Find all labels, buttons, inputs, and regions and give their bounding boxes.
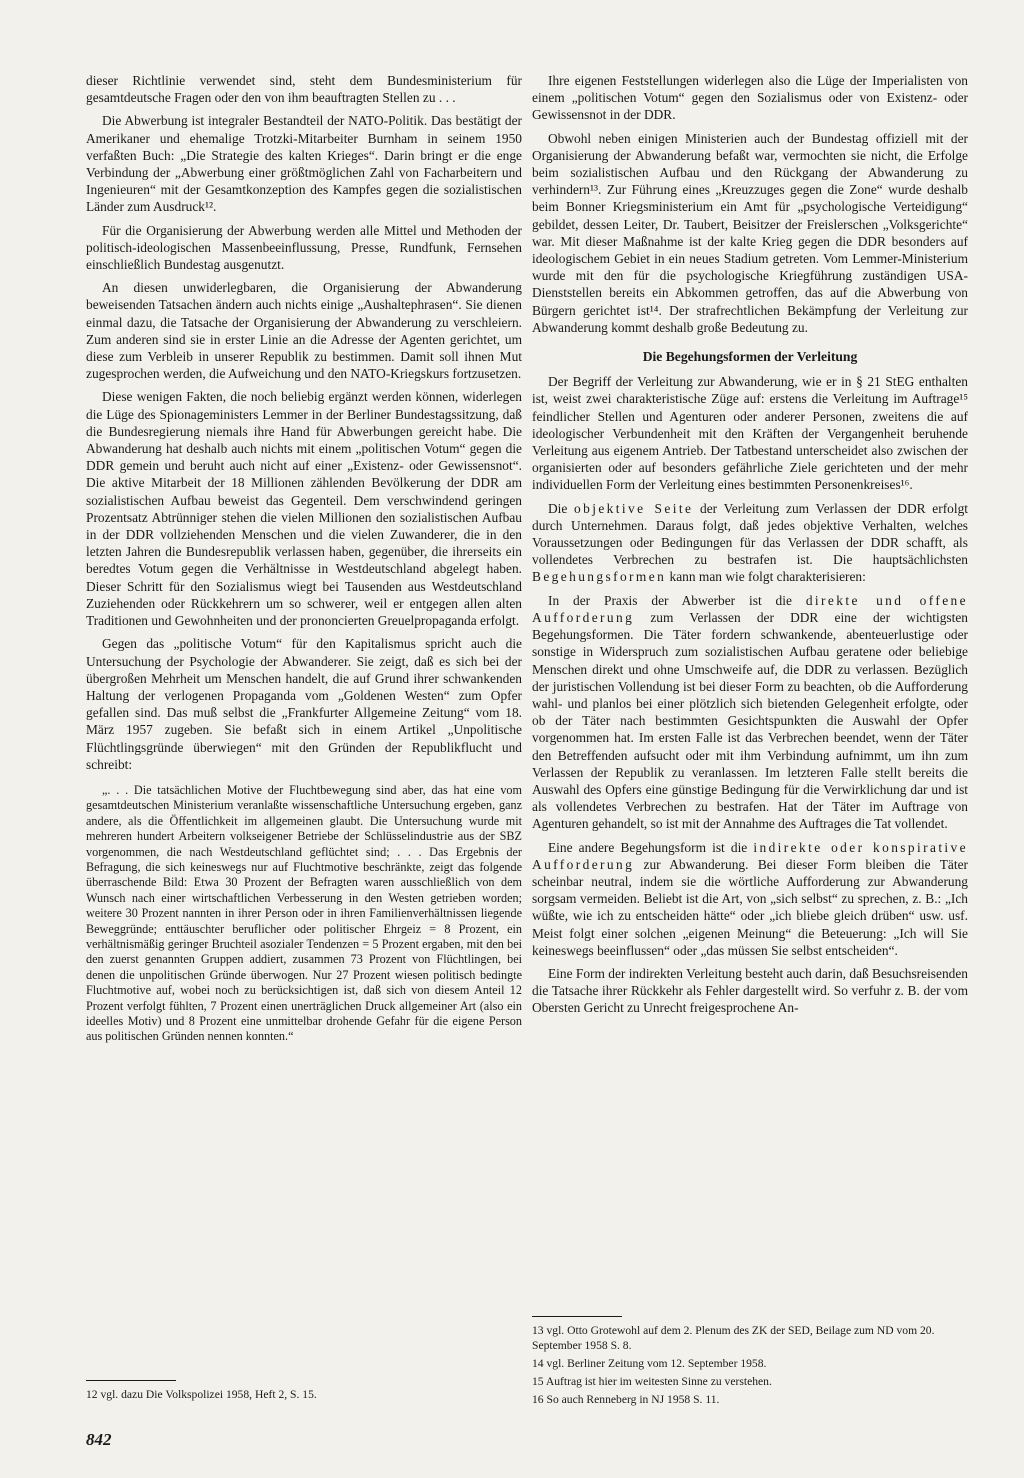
paragraph: dieser Richtlinie verwendet sind, steht dem Bundesministerium für gesamtdeutsche Fragen oder den von ihm beauftragten Stellen zu . . . — [86, 73, 522, 106]
text-run: Die — [548, 500, 575, 516]
spaced-emphasis: objektive Seite — [574, 500, 694, 516]
footnote-12: 12 vgl. dazu Die Volkspolizei 1958, Heft 2, S. 15. — [86, 1388, 317, 1401]
paragraph: Die Abwerbung ist integraler Bestandteil der NATO-Politik. Das bestätigt der Amerikaner und ehemalige Trotzki-Mitarbeiter Burnham in seinem 1950 verfaßten Buch: „Die Strategie des kalten Krieges“. Darin bringt er die enge Verbindung der „Abwerbung einer größtmöglichen Zahl von Facharbeitern und Ingenieuren“ mit der Gesamtkonzeption des Kampfes gegen die sozialistischen Länder zum Ausdruck¹². — [86, 113, 522, 215]
footnote-rule — [86, 1380, 176, 1381]
text-run: In der Praxis der Abwerber ist die — [548, 592, 806, 608]
spaced-emphasis: Begehungsformen — [532, 569, 667, 585]
paragraph — [532, 592, 968, 833]
right-column — [532, 72, 968, 1023]
paragraph: Eine Form der indirekten Verleitung besteht auch darin, daß Besuchsreisenden die Tatsache ihrer Rückkehr als Fehler dargestellt wird. So verfuhr z. B. der vom Obersten Gericht zu Unrecht freigesprochene An- — [532, 965, 968, 1016]
footnote-13: 13 vgl. Otto Grotewohl auf dem 2. Plenum des ZK der SED, Beilage zum ND vom 20. September 1958 S. 8. — [532, 1324, 935, 1352]
paragraph: Ihre eigenen Feststellungen widerlegen also die Lüge der Imperialisten von einem „politischen Votum“ gegen den Sozialismus oder von Existenz- oder Gewissensnot in der DDR. — [532, 73, 968, 123]
footnotes-left — [86, 1380, 522, 1405]
paragraph: Obwohl neben einigen Ministerien auch der Bundestag offiziell mit der Organisierung der Abwanderung befaßt war, vermochten sie nicht, die Erfolge beim sozialistischen Aufbau und den Rückgang der Abwanderung zu verhindern¹³. Zur Führung eines „Kreuzzuges gegen die Zone“ wurde deshalb beim Bonner Kriegsministerium ein Amt für „psychologische Verteidigung“ gebildet, dessen Leiter, Dr. Taubert, Beisitzer der Freislerschen „Volksgerichte“ war. Mit dieser Maßnahme ist der kalte Krieg gegen die DDR besonders auf ideologischem Gebiet in ein neues Stadium getreten. Vom Lemmer-Ministerium wurde mit den für die psychologische Kriegführung zuständigen USA-Dienststellen bereits ein Abkommen getroffen, das auf die Abwerbung von Bürgern gerichtet ist¹⁴. Der strafrechtlichen Bekämpfung der Verleitung zur Abwanderung kommt deshalb große Bedeutung zu. — [532, 130, 968, 335]
footnotes-right — [532, 1316, 968, 1410]
text-run: zum Verlassen der DDR eine der wichtigsten Begehungsformen. Die Täter fordern schwankende, abenteuerlustige oder sonstige in Widerspruch zum sozialistischen Aufbau geratene oder beliebige Menschen direkt und ohne Umschweife auf, die DDR zu verlassen. Bezüglich der juristischen Vollendung ist bei dieser Form zu beachten, ob die Aufforderung wahl- und planlos bei einer plötzlich sich bietenden Gelegenheit erfolgte, oder ob der Täter nach bestimmten Gesichtspunkten die Auswahl der Opfer vorgenommen hat. Im ersten Falle ist das Verbrechen beendet, wenn der Täter den Betreffenden aufsucht oder mit ihm Verbindung aufnimmt, um ihn zum Verlassen der Republik zu veranlassen. Im letzteren Falle stellt bereits die Auswahl des Opfers eine günstige Bedingung für die Verwirklichung dar und ist als vollendetes Verbrechen zu bestrafen. Hat der Täter im Auftrage von Agenturen gehandelt, so ist mit der Annahme des Auftrages die Tat vollendet. — [532, 609, 968, 832]
paragraph: Der Begriff der Verleitung zur Abwanderung, wie er in § 21 StEG enthalten ist, weist zwei charakteristische Züge auf: erstens die Verleitung im Auftrage¹⁵ feindlicher Stellen und Agenturen oder anderer Personen, zweitens die auf ideologischer Verbundenheit mit den Kräften der Vergangenheit beruhende Verleitung aus eigenem Antrieb. Der Tatbestand unterscheidet also zwischen der organisierten oder auf besonders gefährliche Ziele gerichteten und der mehr individuellen Form der Verleitung eines bestimmten Personenkreises¹⁶. — [532, 374, 968, 493]
paragraph: An diesen unwiderlegbaren, die Organisierung der Abwanderung beweisenden Tatsachen ändern auch nichts einige „Aushaltephrasen“. Sie dienen einmal dazu, die Tatsache der Organisierung der Abwanderung zu verschleiern. Zum anderen sind sie in erster Linie an die Adresse der Agenten gerichtet, um diese zum Verbleib in unserer Republik zu bestimmen. Damit soll ihnen Mut zugesprochen werden, die Aufweichung und den NATO-Kriegskurs fortzusetzen. — [86, 280, 522, 382]
footnote-15: 15 Auftrag ist hier im weitesten Sinne zu verstehen. — [532, 1375, 772, 1388]
text-run: kann man wie folgt charakterisieren: — [666, 569, 866, 585]
text-run: zur Abwanderung. Bei dieser Form bleiben die Täter scheinbar neutral, indem sie die wörtliche Aufforderung zur Abwanderung sorgsam vermeiden. Beliebt ist die Art, von „sich selbst“ zu sprechen, z. B.: „Ich wüßte, wie ich zu entscheiden hätte“ oder „ich bliebe gleich drüben“ usw. usf. Meist folgt einer solchen „eigenen Meinung“ die Beteuerung: „Ich will Sie keineswegs beeinflussen“ oder „das müssen Sie selbst entscheiden“. — [532, 856, 968, 958]
paragraph: Für die Organisierung der Abwerbung werden alle Mittel und Methoden der politisch-ideologischen Massenbeeinflussung, Presse, Rundfunk, Fernsehen einschließlich Bundestag ausgenutzt. — [86, 222, 522, 273]
spaced-emphasis: indirekte oder konspirative Aufforderung — [532, 839, 968, 872]
paragraph: Gegen das „politische Votum“ für den Kapitalismus spricht auch die Untersuchung der Psychologie der Abwanderer. Sie zeigt, daß es sich bei der übergroßen Mehrheit um Menschen handelt, die auf Grund ihrer schwankenden Haltung der verlogenen Propaganda vom „Goldenen Westen“ zum Opfer gefallen sind. Das muß selbst die „Frankfurter Allgemeine Zeitung“ vom 18. März 1957 zugeben. Sie befaßt sich in einem Artikel „Unpolitische Flüchtlingsgründe überwiegen“ mit den Gründen der Republikflucht und schreibt: — [86, 636, 522, 772]
page-number: 842 — [86, 1430, 112, 1449]
paragraph: Diese wenigen Fakten, die noch beliebig ergänzt werden können, widerlegen die Lüge des Spionageministers Lemmer in der Berliner Bundestagssitzung, daß die Bundesregierung niemals ihre Hand für Abwerbungen gereicht habe. Die Abwanderung hat deshalb auch nichts mit einem „politischen Votum“ gegen die DDR gemein und beruht auch nicht auf einer „Existenz- oder Gewissensnot“. Die aktive Mitarbeit der 18 Millionen zählenden Bevölkerung der DDR am sozialistischen Aufbau beweist das Gegenteil. Dem verschwindend geringen Prozentsatz Abtrünniger stehen die vielen Millionen den sozialistischen Aufbau in der DDR vollziehenden Menschen und die vielen Zuwanderer, die in den letzten Jahren die Bundesrepublik verlassen haben, gegenüber, die ihrerseits ein beredtes Votum gegen die Verhältnisse in Westdeutschland abgelegt haben. Dieser Schritt für den Sozialismus wiegt bei Tausenden aus Westdeutschland Zuziehenden oder Rückkehrern um so schwerer, weil er entgegen allen alten Traditionen und Gewohnheiten und der prononcierten Greuelpropaganda erfolgt. — [86, 389, 522, 629]
paragraph — [532, 500, 968, 586]
section-heading: Die Begehungsformen der Verleitung — [642, 349, 858, 365]
spaced-emphasis: direkte und offene Aufforderung — [532, 592, 968, 625]
text-run: der Verleitung zum Verlassen der DDR erfolgt durch Unternehmen. Daraus folgt, daß jedes objektive Verhalten, welches Voraussetzungen oder Bedingungen für das Verlassen der DDR schafft, als vollendetes Verbrechen zu bestrafen ist. Die hauptsächlichsten — [532, 500, 968, 568]
footnote-16: 16 So auch Renneberg in NJ 1958 S. 11. — [532, 1393, 720, 1406]
left-column — [86, 72, 522, 1053]
text-run: Eine andere Begehungsform ist die — [548, 839, 754, 855]
footnote-rule — [532, 1316, 622, 1317]
footnote-14: 14 vgl. Berliner Zeitung vom 12. September 1958. — [532, 1357, 767, 1370]
block-quote: „. . . Die tatsächlichen Motive der Fluchtbewegung sind aber, das hat eine vom gesamtdeutschen Ministerium veranlaßte wissenschaftliche Untersuchung ergeben, ganz andere, als die Öffentlichkeit im allgemeinen glaubt. Die Untersuchung wurde mit mehreren hundert Arbeitern volkseigener Betriebe der Schlüsselindustrie aus der SBZ vorgenommen, die nach Westdeutschland geflüchtet sind; . . . Das Ergebnis der Befragung, die sich keineswegs nur auf Fluchtmotive beschränkte, zeigt das folgende überraschende Bild: Etwa 30 Prozent der Befragten waren ausschließlich von dem Wunsch nach einer wirtschaftlichen Verbesserung in den Westen getrieben worden; weitere 30 Prozent nannten in ihrer Person oder in ihren Familienverhältnissen liegende Beweggründe; enttäuschter beruflicher oder politischer Ehrgeiz = 8 Prozent, ein verhältnismäßig geringer Bruchteil asozialer Tendenzen = 5 Prozent ergaben, mit den bei den zuerst genannten Gruppen addiert, zusammen 73 Prozent von Flüchtlingen, bei denen die unpolitischen Gründe überwogen. Nur 27 Prozent wiesen politisch bedingte Fluchtmotive auf, wobei noch zu berücksichtigen ist, daß sich von diesem Anteil 12 Prozent verfolgt fühlten, 7 Prozent einen unerträglichen Druck allgemeiner Art (also ein ideelles Motiv) und 8 Prozent eine unmittelbar drohende Gefahr für die eigene Person aus politischen Gründen nennen konnten.“ — [86, 782, 522, 1044]
paragraph — [532, 839, 968, 959]
